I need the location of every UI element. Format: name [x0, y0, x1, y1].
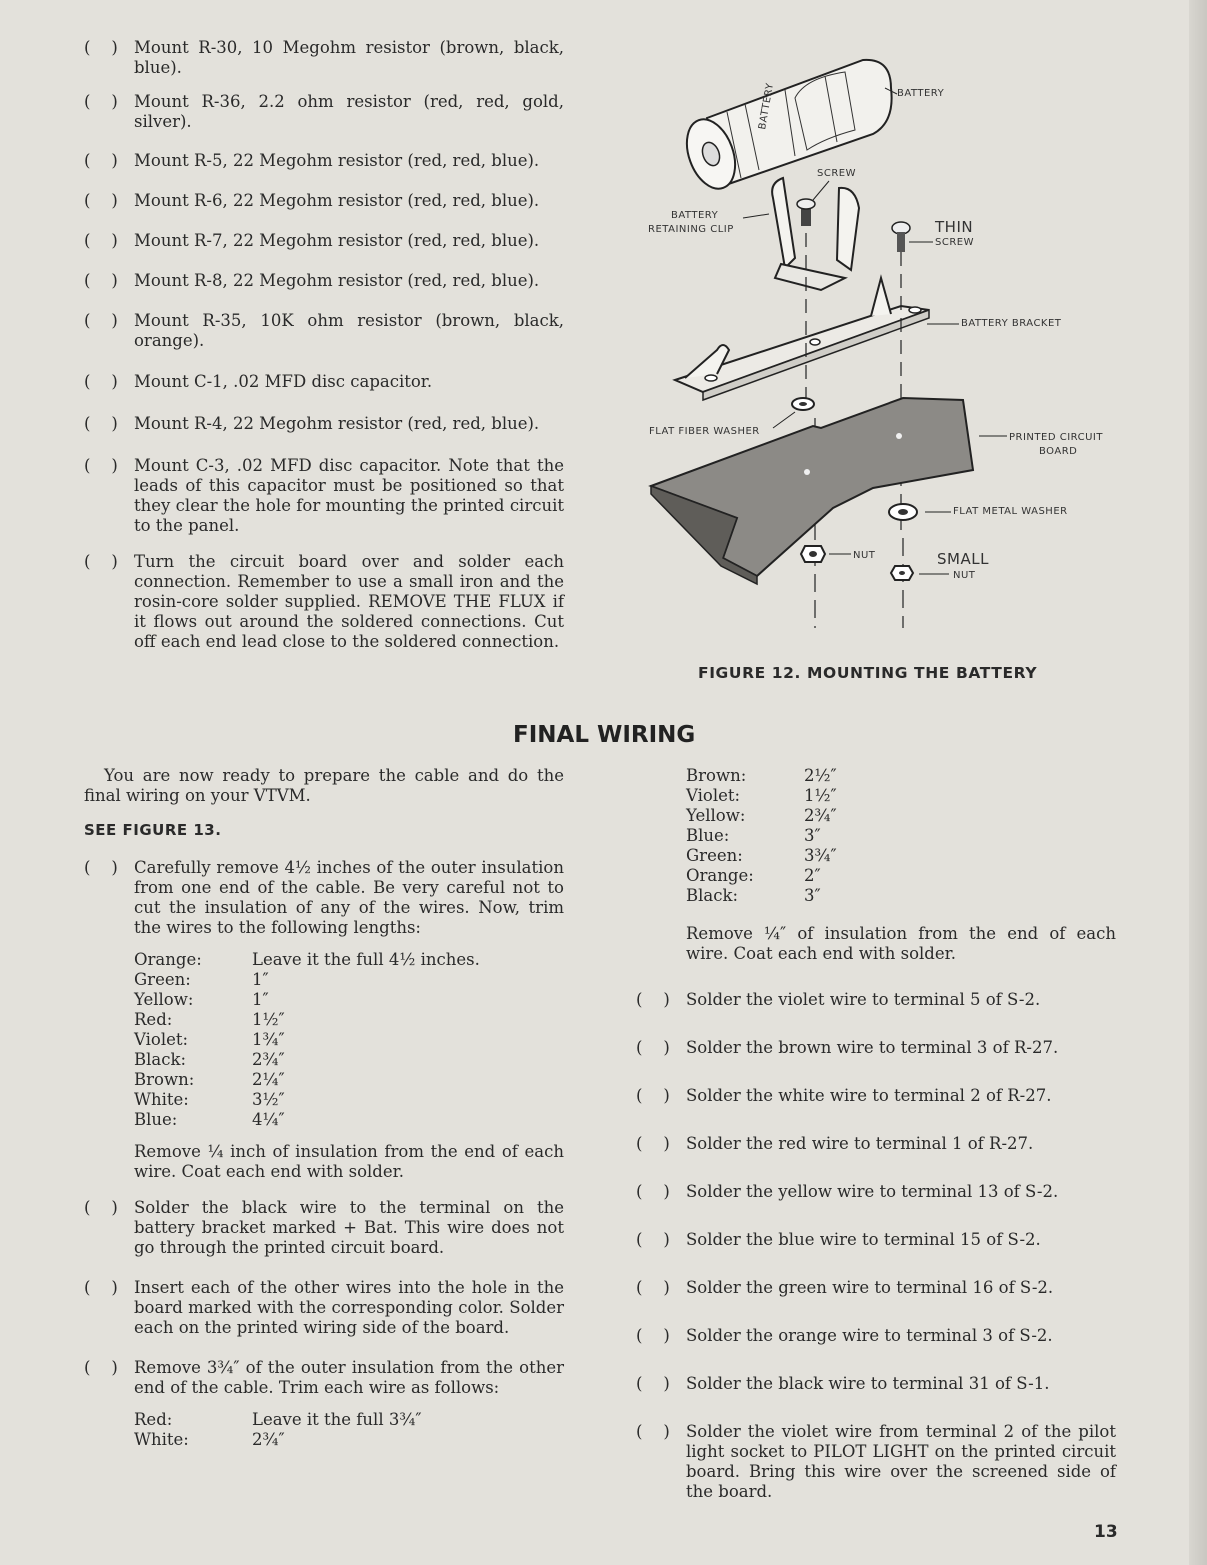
check-box[interactable] [84, 372, 118, 392]
step-mount-r8: ( ) Mount R-8, 22 Megohm resistor (red, red, blue). [84, 271, 564, 291]
wire-length-row [686, 846, 1116, 866]
wire-length-row [134, 1070, 564, 1090]
note-coat-solder: Remove ¼ inch of insulation from the end of each wire. Coat each end with solder. [134, 1142, 564, 1181]
step-mount-r4: ( ) Mount R-4, 22 Megohm resistor (red, red, blue). [84, 414, 564, 434]
wire-length: 3″ [804, 886, 821, 905]
battery-mounting-figure [645, 38, 1115, 678]
left-column-steps [84, 38, 564, 652]
solder-step: ( ) Solder the orange wire to terminal 3 of S-2. [636, 1326, 1116, 1346]
wire-lengths-table-2b [636, 766, 1116, 906]
wire-color: Yellow: [134, 990, 194, 1009]
wire-color: White: [134, 1090, 189, 1109]
see-figure-ref: SEE FIGURE 13. [84, 821, 222, 839]
check-box[interactable] [636, 1422, 670, 1442]
solder-step: ( ) Solder the red wire to terminal 1 of R-27. [636, 1134, 1116, 1154]
figure-caption: FIGURE 12. MOUNTING THE BATTERY [698, 664, 1038, 682]
check-box[interactable] [84, 552, 118, 572]
wire-length: 2½″ [804, 766, 837, 785]
solder-step: ( ) Solder the violet wire to terminal 5 of S-2. [636, 990, 1116, 1010]
wire-length-row [686, 866, 1116, 886]
solder-step: ( ) Solder the blue wire to terminal 15 of S-2. [636, 1230, 1116, 1250]
wire-length: 3″ [804, 826, 821, 845]
label-thin-screw: SCREW [935, 237, 974, 248]
label-screw: SCREW [817, 168, 856, 179]
check-box[interactable] [84, 151, 118, 171]
wire-color: Orange: [134, 950, 202, 969]
wire-length: 1¾″ [252, 1030, 285, 1049]
wire-length: Leave it the full 4½ inches. [252, 950, 480, 969]
step-mount-r7: ( ) Mount R-7, 22 Megohm resistor (red, red, blue). [84, 231, 564, 251]
step-solder-board: ( ) Turn the circuit board over and solder each connection. Remember to use a small iron and the rosin-core solder supplied. REMOVE THE FLUX if it flows out around the soldered connections. Cut off each end lead close to the soldered connection. [84, 552, 564, 652]
step-mount-c3: ( ) Mount C-3, .02 MFD disc capacitor. Note that the leads of this capacitor must be positioned so that they clear the hole for mounting the printed circuit to the panel. [84, 456, 564, 536]
battery-bracket-drawing [675, 278, 929, 400]
small-nut-drawing [891, 566, 913, 580]
label-fiber-washer: FLAT FIBER WASHER [649, 426, 760, 437]
page-edge [1189, 0, 1207, 1565]
check-box[interactable] [84, 92, 118, 112]
wire-color: Green: [686, 846, 743, 865]
check-box[interactable] [84, 414, 118, 434]
wire-color: Red: [134, 1010, 173, 1029]
check-box[interactable] [636, 1374, 670, 1394]
wire-length: 4¼″ [252, 1110, 285, 1129]
wire-length-row [686, 806, 1116, 826]
wire-length: 1½″ [252, 1010, 285, 1029]
solder-step: ( ) Solder the black wire to terminal 31 of S-1. [636, 1374, 1116, 1394]
check-box[interactable] [84, 311, 118, 331]
label-battery-bracket: BATTERY BRACKET [961, 318, 1062, 329]
step-remove-outer-insulation: ( ) Carefully remove 4½ inches of the outer insulation from one end of the cable. Be very careful not to cut the insulation of any of the wires. Now, trim the wires to the following lengths: [84, 858, 564, 938]
wire-color: Yellow: [686, 806, 746, 825]
wire-length-row [686, 886, 1116, 906]
step-mount-r30: ( ) Mount R-30, 10 Megohm resistor (brown, black, blue). [84, 38, 564, 78]
wire-length: 1″ [252, 990, 269, 1009]
check-box[interactable] [84, 858, 118, 878]
wire-color: Blue: [134, 1110, 178, 1129]
intro-text: You are now ready to prepare the cable and do the final wiring on your VTVM. [84, 766, 564, 805]
label-pcb-2: BOARD [1039, 446, 1078, 457]
solder-step: ( ) Solder the violet wire from terminal 2 of the pilot light socket to PILOT LIGHT on the printed circuit board. Bring this wire over the screened side of the board. [636, 1422, 1116, 1502]
wire-length: 1″ [252, 970, 269, 989]
wire-length: 2¾″ [252, 1430, 285, 1449]
battery-drawing [678, 60, 897, 195]
final-wiring-left [84, 766, 564, 1450]
check-box[interactable] [84, 38, 118, 58]
step-mount-r6: ( ) Mount R-6, 22 Megohm resistor (red, red, blue). [84, 191, 564, 211]
check-box[interactable] [636, 1326, 670, 1346]
check-box[interactable] [84, 231, 118, 251]
check-box[interactable] [84, 271, 118, 291]
lengths-table [134, 1410, 564, 1450]
wire-length-row [134, 990, 564, 1010]
wire-length-row [134, 1050, 564, 1070]
wire-length-row [134, 970, 564, 990]
check-box[interactable] [84, 1358, 118, 1378]
wire-color: Violet: [686, 786, 741, 805]
wire-lengths-table-2a [84, 1410, 564, 1450]
wire-color: Blue: [686, 826, 730, 845]
wire-length-row [134, 1430, 564, 1450]
wire-color: Green: [134, 970, 191, 989]
retaining-clip-drawing [772, 178, 859, 290]
check-box[interactable] [84, 1278, 118, 1298]
check-box[interactable] [636, 990, 670, 1010]
wire-length: 3¾″ [804, 846, 837, 865]
step-black-bat: ( ) Solder the black wire to the terminal on the battery bracket marked + Bat. This wire does not go through the printed circuit board. [84, 1198, 564, 1258]
wire-color: Black: [134, 1050, 187, 1069]
wire-color: Brown: [686, 766, 747, 785]
wire-length-row [134, 1090, 564, 1110]
wire-length-row [134, 1030, 564, 1050]
label-small-nut: NUT [953, 570, 976, 581]
wire-length-row [134, 950, 564, 970]
label-small: SMALL [937, 550, 989, 568]
battery-cell-text: BATTERY [757, 82, 777, 131]
wire-length-row [134, 1410, 564, 1430]
solder-step: ( ) Solder the green wire to terminal 16 of S-2. [636, 1278, 1116, 1298]
page-number: 13 [1094, 1522, 1118, 1542]
wire-color: White: [134, 1430, 189, 1449]
lengths-table [686, 766, 1116, 906]
thin-screw-drawing [892, 222, 910, 252]
step-remove-other-end: ( ) Remove 3¾″ of the outer insulation from the other end of the cable. Trim each wire as follows: [84, 1358, 564, 1398]
wire-length-row [686, 766, 1116, 786]
step-mount-r35: ( ) Mount R-35, 10K ohm resistor (brown, black, orange). [84, 311, 564, 351]
check-box[interactable] [636, 1038, 670, 1058]
step-mount-c1: ( ) Mount C-1, .02 MFD disc capacitor. [84, 372, 564, 392]
label-thin: THIN [935, 218, 974, 236]
wire-color: Red: [134, 1410, 173, 1429]
wire-lengths-table-1 [84, 950, 564, 1130]
wire-color: Violet: [134, 1030, 189, 1049]
label-pcb-1: PRINTED CIRCUIT [1009, 432, 1103, 443]
check-box[interactable] [636, 1134, 670, 1154]
step-mount-r36: ( ) Mount R-36, 2.2 ohm resistor (red, red, gold, silver). [84, 92, 564, 132]
step-mount-r5: ( ) Mount R-5, 22 Megohm resistor (red, red, blue). [84, 151, 564, 171]
section-title: FINAL WIRING [513, 722, 696, 748]
label-clip-1: BATTERY [671, 210, 719, 221]
wire-color: Orange: [686, 866, 754, 885]
check-box[interactable] [636, 1278, 670, 1298]
check-box[interactable] [636, 1230, 670, 1250]
check-box[interactable] [636, 1086, 670, 1106]
label-clip-2: RETAINING CLIP [648, 224, 734, 235]
label-nut: NUT [853, 550, 876, 561]
check-box[interactable] [84, 456, 118, 476]
wire-length-row [686, 826, 1116, 846]
wire-length-row [134, 1110, 564, 1130]
check-box[interactable] [636, 1182, 670, 1202]
wire-length-row [134, 1010, 564, 1030]
solder-step: ( ) Solder the yellow wire to terminal 13 of S-2. [636, 1182, 1116, 1202]
nut-drawing [801, 546, 825, 562]
check-box[interactable] [84, 191, 118, 211]
wire-length: 1½″ [804, 786, 837, 805]
lengths-table [134, 950, 564, 1130]
check-box[interactable] [84, 1198, 118, 1218]
label-metal-washer: FLAT METAL WASHER [953, 506, 1068, 517]
wire-length: 3½″ [252, 1090, 285, 1109]
solder-steps-list [636, 990, 1116, 1502]
wire-length: Leave it the full 3¾″ [252, 1410, 422, 1429]
step-insert-wires: ( ) Insert each of the other wires into the hole in the board marked with the corresponding color. Solder each on the printed wiring side of the board. [84, 1278, 564, 1338]
wire-length-row [686, 786, 1116, 806]
wire-length: 2¾″ [252, 1050, 285, 1069]
wire-length: 2¾″ [804, 806, 837, 825]
final-wiring-right [636, 766, 1116, 1502]
solder-step: ( ) Solder the white wire to terminal 2 of R-27. [636, 1086, 1116, 1106]
wire-color: Brown: [134, 1070, 195, 1089]
wire-length: 2¼″ [252, 1070, 285, 1089]
solder-step: ( ) Solder the brown wire to terminal 3 of R-27. [636, 1038, 1116, 1058]
wire-color: Black: [686, 886, 739, 905]
note-coat-solder-2: Remove ¼″ of insulation from the end of each wire. Coat each end with solder. [686, 924, 1116, 963]
wire-length: 2″ [804, 866, 821, 885]
label-battery: BATTERY [897, 88, 945, 99]
